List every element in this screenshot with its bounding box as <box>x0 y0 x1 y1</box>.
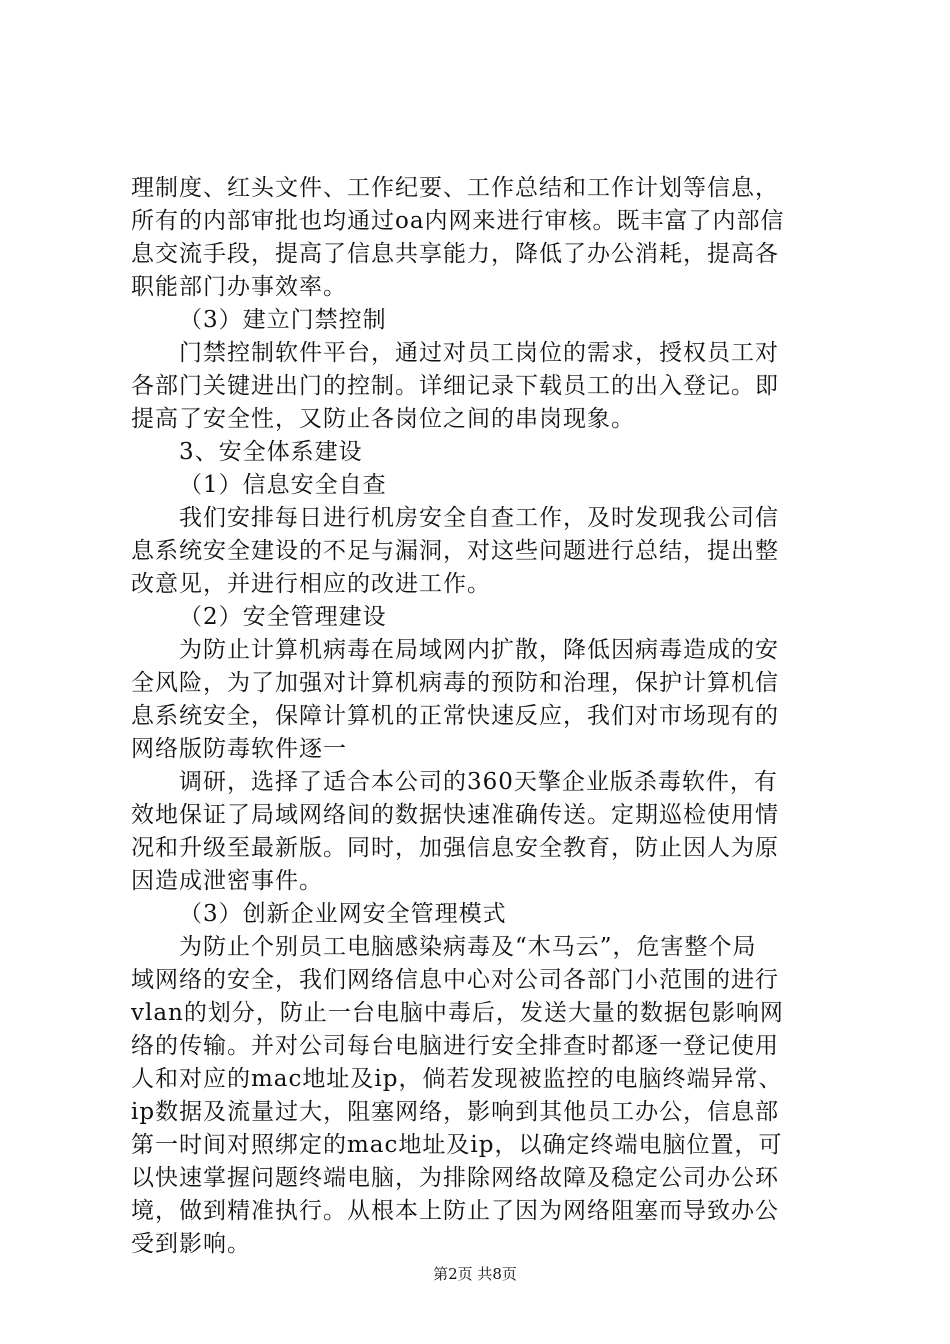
text-line: 为防止个别员工电脑感染病毒及“木马云”，危害整个局 <box>179 934 757 960</box>
text-line: 所有的内部审批也均通过oa内网来进行审核。既丰富了内部信 <box>131 208 785 234</box>
text-line: 门禁控制软件平台，通过对员工岗位的需求，授权员工对 <box>179 340 779 366</box>
text-line: 提高了安全性，又防止各岗位之间的串岗现象。 <box>131 406 635 432</box>
section-heading: 3、安全体系建设 <box>179 439 363 465</box>
text-line: 息系统安全，保障计算机的正常快速反应，我们对市场现有的 <box>131 703 779 729</box>
page-footer <box>0 1264 950 1284</box>
document-body <box>131 172 831 1261</box>
text-line: 人和对应的mac地址及ip，倘若发现被监控的电脑终端异常、 <box>131 1066 783 1092</box>
text-line: 第一时间对照绑定的mac地址及ip，以确定终端电脑位置，可 <box>131 1132 783 1158</box>
text-line: 调研，选择了适合本公司的360天擎企业版杀毒软件，有 <box>179 769 778 795</box>
text-line: 因造成泄密事件。 <box>131 868 323 894</box>
text-line: 效地保证了局域网络间的数据快速准确传送。定期巡检使用情 <box>131 802 779 828</box>
section-heading: （2）安全管理建设 <box>179 604 387 630</box>
text-line: 为防止计算机病毒在局域网内扩散，降低因病毒造成的安 <box>179 637 779 663</box>
text-line: 境，做到精准执行。从根本上防止了因为网络阻塞而导致办公 <box>131 1198 779 1224</box>
text-line: 各部门关键进出门的控制。详细记录下载员工的出入登记。即 <box>131 373 779 399</box>
text-line: ip数据及流量过大，阻塞网络，影响到其他员工办公，信息部 <box>131 1099 780 1125</box>
text-line: 全风险，为了加强对计算机病毒的预防和治理，保护计算机信 <box>131 670 779 696</box>
text-line: 我们安排每日进行机房安全自查工作，及时发现我公司信 <box>179 505 779 531</box>
text-line: 理制度、红头文件、工作纪要、工作总结和工作计划等信息， <box>131 175 779 201</box>
text-line: 受到影响。 <box>131 1231 251 1257</box>
text-line: 域网络的安全，我们网络信息中心对公司各部门小范围的进行 <box>131 967 779 993</box>
text-line: 况和升级至最新版。同时，加强信息安全教育，防止因人为原 <box>131 835 779 861</box>
text-line: vlan的划分，防止一台电脑中毒后，发送大量的数据包影响网 <box>131 1000 784 1026</box>
section-heading: （3）建立门禁控制 <box>179 307 387 333</box>
text-line: 改意见，并进行相应的改进工作。 <box>131 571 491 597</box>
text-line: 以快速掌握问题终端电脑，为排除网络故障及稳定公司办公环 <box>131 1165 779 1191</box>
text-line: 职能部门办事效率。 <box>131 274 347 300</box>
text-line: 息系统安全建设的不足与漏洞，对这些问题进行总结，提出整 <box>131 538 779 564</box>
text-line: 息交流手段，提高了信息共享能力，降低了办公消耗，提高各 <box>131 241 779 267</box>
text-line: 网络版防毒软件逐一 <box>131 736 347 762</box>
text-line: 络的传输。并对公司每台电脑进行安全排查时都逐一登记使用 <box>131 1033 779 1059</box>
section-heading: （1）信息安全自查 <box>179 472 387 498</box>
page-number: 第2页 共8页 <box>433 1265 517 1283</box>
section-heading: （3）创新企业网安全管理模式 <box>179 901 507 927</box>
